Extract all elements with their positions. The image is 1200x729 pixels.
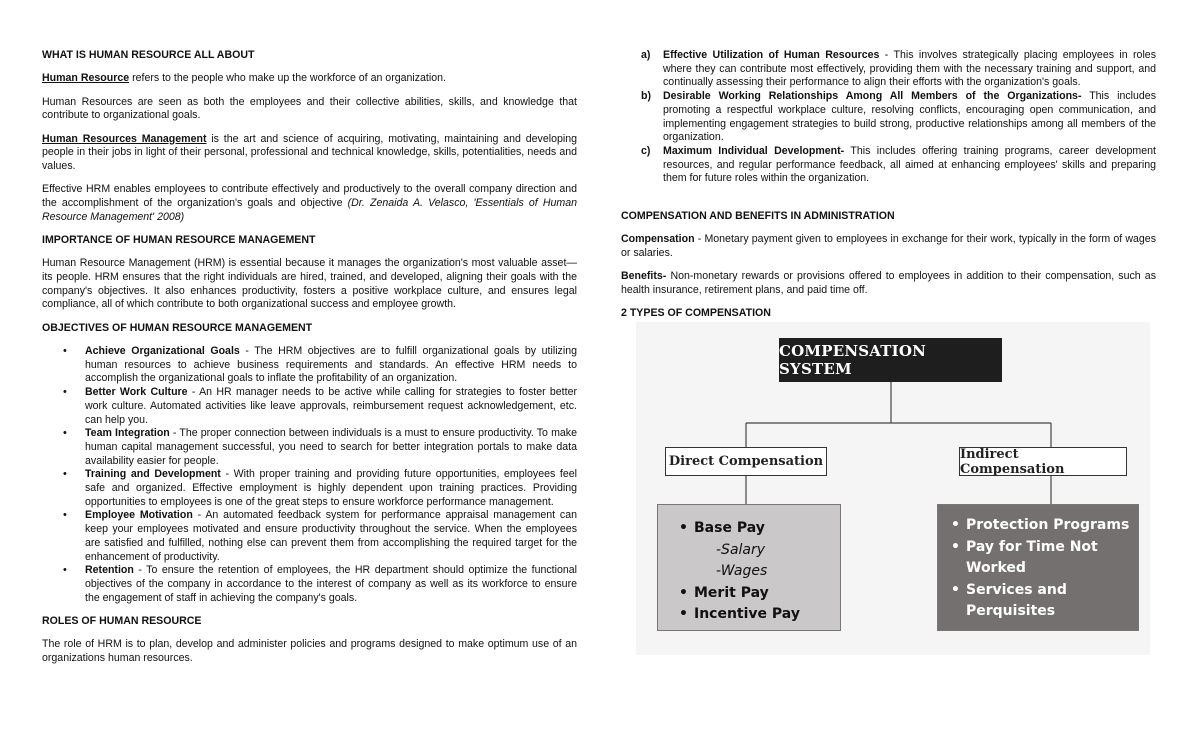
list-item: • Pay for Time Not xyxy=(966,537,1138,559)
list-item: • Protection Programs xyxy=(966,515,1138,537)
list-item xyxy=(85,564,577,605)
indirect-compensation-panel xyxy=(937,504,1139,631)
effective-hrm-text: Effective HRM enables employees to contribute effectively and productively to the overall company direction and the accomplishment of the organization's goals and objective xyxy=(42,183,577,209)
role-text: This includes promoting a respectful workplace culture, resolving conflicts, encouraging open communication, and implementing engagement strategies to build strong, productive relationships among all members of the organization. xyxy=(663,90,1156,144)
list-item xyxy=(641,144,1156,186)
list-item xyxy=(85,386,577,427)
compensation-system-diagram xyxy=(636,322,1150,655)
list-item: • Base Pay xyxy=(694,518,840,540)
role-title: Desirable Working Relationships Among All Members of the Organizations- xyxy=(663,90,1082,103)
right-column xyxy=(621,49,1156,331)
hr-seen-paragraph: Human Resources are seen as both the employees and their collective abilities, skills, and knowledge that contribute to organizational goals. xyxy=(42,95,577,122)
list-item xyxy=(641,49,1156,90)
hrm-term: Human Resources Management xyxy=(42,132,207,145)
heading-importance: IMPORTANCE OF HUMAN RESOURCE MANAGEMENT xyxy=(42,234,316,246)
objective-title: Retention xyxy=(85,564,134,577)
objective-title: Achieve Organizational Goals xyxy=(85,345,240,357)
hrm-def-text: is the art and science of acquiring, motivating, maintaining and developing people in their jobs in light of their personal, professional and technical knowledge, skills, potentialities, needs and values. xyxy=(42,132,577,172)
heading-objectives: OBJECTIVES OF HUMAN RESOURCE MANAGEMENT xyxy=(42,321,313,334)
roles-list xyxy=(621,49,1156,186)
heading-about: WHAT IS HUMAN RESOURCE ALL ABOUT xyxy=(42,49,255,61)
list-item: -Wages xyxy=(716,563,768,579)
compensation-def-text: - Monetary payment given to employees in exchange for their work, typically in the form of wages or salaries. xyxy=(621,233,1156,260)
compensation-term: Compensation xyxy=(621,233,695,246)
left-column xyxy=(42,49,577,675)
list-item: • Services and xyxy=(966,580,1138,602)
role-title: Maximum Individual Development- xyxy=(663,144,845,157)
compensation-definition xyxy=(621,233,1156,260)
list-item: • Incentive Pay xyxy=(694,604,840,626)
objective-title: Training and Development xyxy=(85,468,221,481)
objectives-list xyxy=(42,345,577,605)
direct-compensation-label: Direct Compensation xyxy=(665,447,827,476)
objective-text: - With proper training and providing future opportunities, employees feel safe and organized. Effective employment is highly dependent upon training practices. Providing opportunities to employees is one of the great steps to ensure workforce performance management. xyxy=(85,468,577,508)
list-marker: b) xyxy=(641,90,651,103)
hr-def-text: refers to the people who make up the workforce of an organization. xyxy=(129,72,446,85)
benefits-term: Benefits- xyxy=(621,270,667,283)
list-item: Perquisites xyxy=(966,603,1056,619)
direct-compensation-panel xyxy=(657,504,841,631)
citation: (Dr. Zenaida A. Velasco, 'Essentials of Human Resource Management' 2008) xyxy=(42,197,577,223)
list-item xyxy=(85,427,577,468)
hr-definition xyxy=(42,72,577,86)
list-item xyxy=(85,509,577,564)
diagram-title: COMPENSATION SYSTEM xyxy=(779,338,1002,382)
heading-types: 2 TYPES OF COMPENSATION xyxy=(621,307,771,320)
hr-term: Human Resource xyxy=(42,72,130,85)
objective-text: - The HRM objectives are to fulfill organizational goals by utilizing human resources to achieve business requirements and standards. An effective HRM needs to accomplish the organizational goals to inflate the profitability of an organization. xyxy=(85,345,577,385)
hrm-definition xyxy=(42,133,577,174)
list-item: Worked xyxy=(966,560,1026,576)
list-item: • Merit Pay xyxy=(694,583,840,605)
objective-text: - An HR manager needs to be active while calling for strategies to foster better work culture. Automated activities like leave approvals, reimbursement request acknowledgement, etc. can help you. xyxy=(85,386,577,426)
objective-text: - To ensure the retention of employees, the HR department should optimize the functional objectives of the company in accordance to the interest of company as well as its workforce to ensure the engagement of staff in achieving the company's goals. xyxy=(85,564,577,604)
role-text: This includes offering training programs, career development resources, and regular performance feedback, all aimed at enhancing employees' skills and preparing them for future roles within the organization. xyxy=(663,144,1156,185)
roles-paragraph: The role of HRM is to plan, develop and administer policies and programs designed to make optimum use of an organizations human resources. xyxy=(42,638,577,664)
list-item xyxy=(85,345,577,386)
role-title: Effective Utilization of Human Resources xyxy=(663,49,880,61)
importance-paragraph: Human Resource Management (HRM) is essential because it manages the organization's most valuable asset—its people. HRM ensures that the right individuals are hired, trained, and developed, aligning their goals with the company's objectives. It also enhances productivity, fosters a positive workplace culture, and ensures legal compliance, all of which contribute to both organizational success and employee growth. xyxy=(42,257,577,311)
objective-title: Better Work Culture xyxy=(85,386,188,399)
effective-hrm-paragraph xyxy=(42,183,577,224)
heading-compensation: COMPENSATION AND BENEFITS IN ADMINISTRATION xyxy=(621,210,895,223)
list-item: -Salary xyxy=(716,541,766,558)
heading-roles: ROLES OF HUMAN RESOURCE xyxy=(42,614,202,627)
benefits-definition xyxy=(621,270,1156,297)
objective-text: - An automated feedback system for performance appraisal management can keep your employees motivated and ensure productivity throughout the service. When the employees are satisfied and fulfilled, nothing else can prevent them from accomplishing the required target for the enhancement of productivity. xyxy=(85,509,578,563)
objective-title: Employee Motivation xyxy=(85,509,193,522)
role-text: - This involves strategically placing employees in roles where they can contribute most effectively, providing them with the necessary training and support, and continually assessing their performance to align their efforts with the organization's goals. xyxy=(663,49,1156,89)
list-marker: a) xyxy=(641,49,651,61)
benefits-def-text: Non-monetary rewards or provisions offered to employees in addition to their compensation, such as health insurance, retirement plans, and paid time off. xyxy=(621,270,1156,297)
objective-text: - The proper connection between individuals is a must to ensure productivity. To make human capital management successful, you need to search for better integration portals to make data availability easier for people. xyxy=(85,427,577,467)
list-item xyxy=(85,468,577,509)
list-item xyxy=(641,90,1156,145)
list-marker: c) xyxy=(641,144,651,157)
objective-title: Team Integration xyxy=(85,427,170,440)
indirect-compensation-label: Indirect Compensation xyxy=(959,447,1127,476)
